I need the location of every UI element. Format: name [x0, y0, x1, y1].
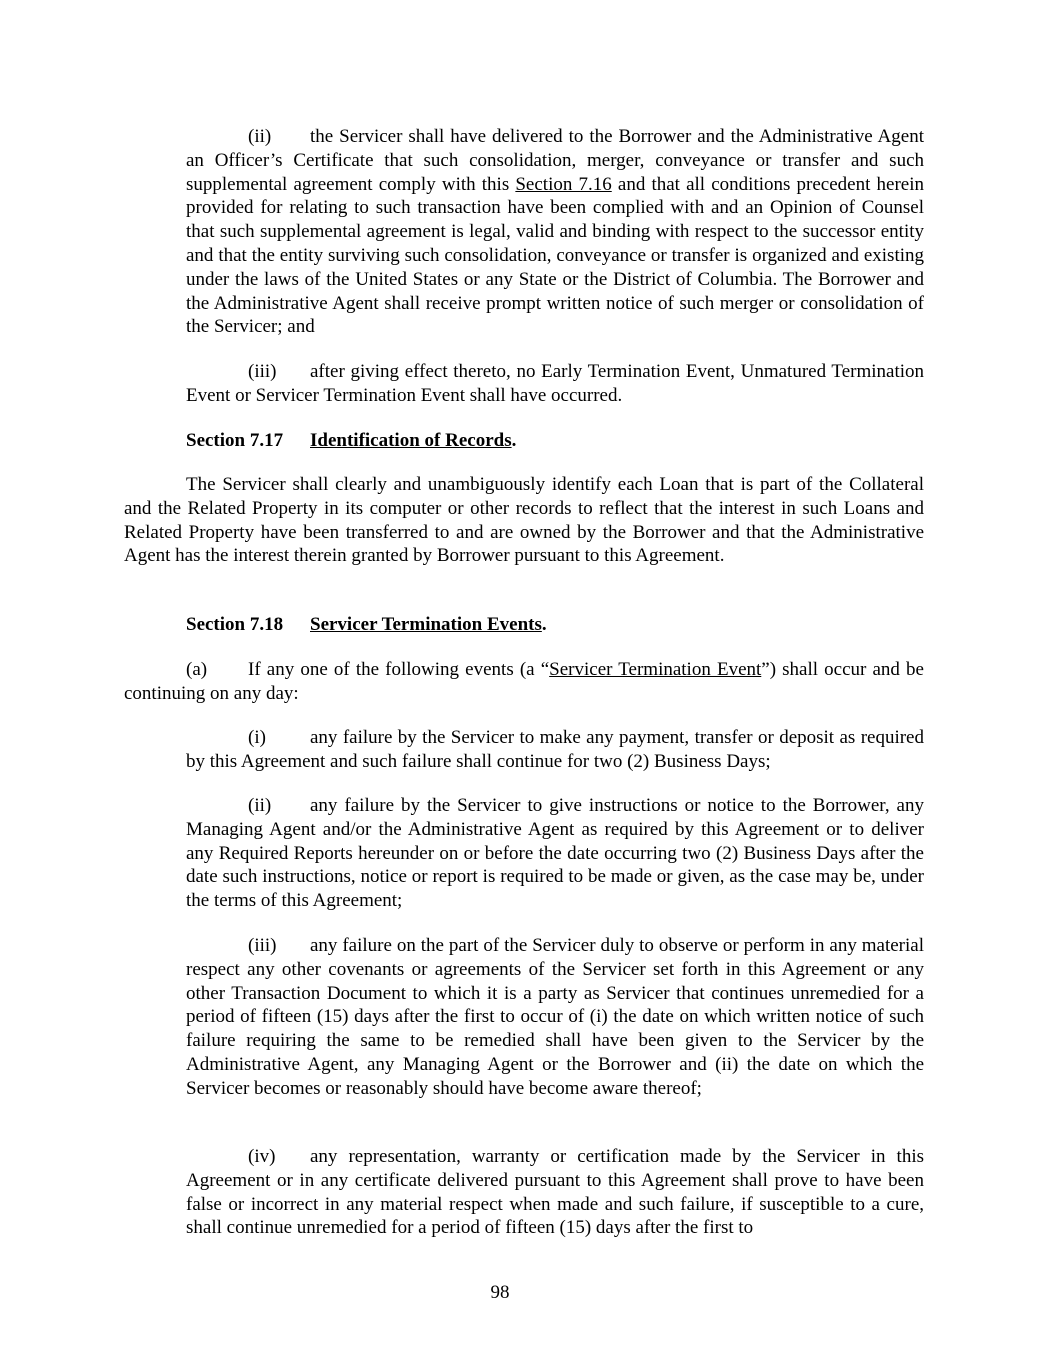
paragraph-text: The Servicer shall clearly and unambiguously identify each Loan that is part of the Collateral and the Related Property in its computer or other records to reflect that the interest in such Loans and Related Property have been transferred to and are owned by the Borrower and that the Administrative Agent has the interest therein granted by Borrower pursuant to this Agreement. — [124, 474, 924, 567]
section-7-17-heading — [186, 429, 924, 453]
clause-text: any failure by the Servicer to make any payment, transfer or deposit as required by this Agreement and such failure shall continue for two (2) Business Days; — [186, 727, 924, 772]
section-7-18-heading — [186, 613, 924, 637]
paragraph-iii-after-giving-effect — [186, 360, 924, 408]
paragraph-ii-notice-failure — [186, 794, 924, 913]
clause-number: (a) — [186, 659, 208, 680]
paragraph-a-servicer-termination-event — [124, 658, 924, 706]
clause-number: (iv) — [248, 1146, 276, 1167]
section-7-16-reference: Section 7.16 — [515, 173, 612, 195]
page-number: 98 — [490, 1282, 510, 1303]
clause-text: after giving effect thereto, no Early Termination Event, Unmatured Termination Event or Servicer Termination Event shall have occurred. — [186, 361, 924, 406]
section-number: Section 7.17 — [186, 430, 284, 451]
clause-number: (iii) — [248, 361, 277, 382]
clause-number: (ii) — [248, 795, 272, 816]
clause-text-continued: and that all conditions precedent herein provided for relating to such transaction have been complied with and an Opinion of Counsel that such supplemental agreement is legal, valid and binding with respect to the successor entity and that the entity surviving such consolidation, conveyance or transfer is organized and existing under the laws of the United States or any State or the District of Columbia. The Borrower and the Administrative Agent shall receive prompt written notice of such merger or consolidation of the Servicer; and — [186, 173, 924, 338]
clause-text: the Servicer shall have delivered to the Borrower and the Administrative Agent an Officer’s Certificate that such consolidation, merger, conveyance or transfer and such supplemental agreement comply with this — [186, 126, 924, 195]
clause-number: (ii) — [248, 126, 272, 147]
section-number: Section 7.18 — [186, 614, 284, 635]
paragraph-identification-of-records — [124, 473, 924, 568]
paragraph-iv-representation-failure — [186, 1145, 924, 1240]
clause-text: any failure by the Servicer to give instructions or notice to the Borrower, any Managing Agent and/or the Administrative Agent as required by this Agreement or to deliver any Required Reports hereunder on or before the date occurring two (2) Business Days after the date such instructions, notice or report is required to be made or given, as the case may be, under the terms of this Agreement; — [186, 795, 924, 912]
clause-number: (iii) — [248, 935, 277, 956]
clause-number: (i) — [248, 727, 266, 748]
clause-text: any failure on the part of the Servicer duly to observe or perform in any material respect any other covenants or agreements of the Servicer set forth in this Agreement or any other Transaction Document to which it is a party as Servicer that continues unremedied for a period of fifteen (15) days after the first to occur of (i) the date on which written notice of such failure requiring the same to be remedied shall have been given to the Servicer by the Administrative Agent, any Managing Agent or the Borrower and (ii) the date on which the Servicer becomes or reasonably should have become aware thereof; — [186, 935, 924, 1099]
clause-text-continued: ”) shall occur and be continuing on any day: — [124, 659, 924, 704]
section-title: Identification of Records — [310, 430, 512, 451]
section-title: Servicer Termination Events — [310, 614, 542, 635]
clause-text: If any one of the following events (a “ — [248, 659, 550, 680]
section-title-period: . — [541, 614, 547, 635]
clause-text: any representation, warranty or certification made by the Servicer in this Agreement or in any certificate delivered pursuant to this Agreement shall prove to have been false or incorrect in any material respect when made and such failure, if susceptible to a cure, shall continue unremedied for a period of fifteen (15) days after the first to — [186, 1146, 924, 1239]
paragraph-iii-covenant-failure — [186, 934, 924, 1101]
paragraph-i-payment-failure — [186, 726, 924, 774]
section-title-period: . — [511, 430, 517, 451]
defined-term-servicer-termination-event: Servicer Termination Event — [549, 659, 762, 680]
paragraph-ii-servicer-certificate — [186, 125, 924, 339]
